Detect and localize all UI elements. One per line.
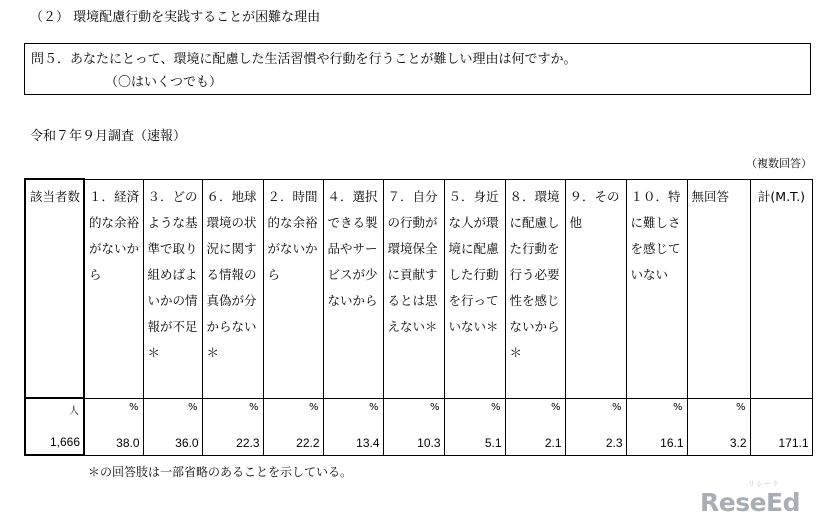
value-number: 171.1 bbox=[778, 435, 809, 450]
logo-text: ReseEd bbox=[700, 488, 801, 517]
section-title: （２） 環境配慮行動を実践することが困難な理由 bbox=[30, 10, 321, 25]
value-number: 22.3 bbox=[236, 435, 260, 450]
value-number: 38.0 bbox=[116, 435, 140, 450]
unit-label: % bbox=[248, 401, 259, 413]
header-cell bbox=[143, 179, 202, 398]
value-cell bbox=[202, 398, 263, 455]
header-cell bbox=[626, 179, 687, 398]
header-label: 計(M.T.) bbox=[757, 188, 806, 204]
header-label: ５．身近な人が環境に配慮した行動を行っていない＊ bbox=[448, 188, 499, 334]
value-cell bbox=[505, 398, 565, 455]
header-cell bbox=[202, 179, 263, 398]
value-cell bbox=[263, 398, 323, 455]
question-text: 問５．あなたにとって、環境に配慮した生活習慣や行動を行うことが難しい理由は何ですか。 bbox=[31, 52, 577, 67]
value-number: 1,666 bbox=[49, 435, 80, 449]
header-label: ４．選択できる製品やサービスが少ないから bbox=[327, 188, 378, 308]
unit-label: % bbox=[611, 401, 622, 413]
value-number: 13.4 bbox=[356, 435, 380, 450]
reseed-logo bbox=[700, 480, 801, 517]
header-label: 無回答 bbox=[691, 188, 730, 204]
value-number: 2.1 bbox=[544, 435, 562, 450]
header-label: １０．特に難しさを感じていない bbox=[630, 188, 681, 282]
value-cell bbox=[383, 398, 444, 455]
value-cell bbox=[143, 398, 202, 455]
header-cell bbox=[383, 179, 444, 398]
header-label: 該当者数 bbox=[30, 189, 81, 204]
header-label: ７．自分の行動が環境保全に貢献するとは思えない＊ bbox=[387, 188, 438, 334]
unit-label: % bbox=[128, 401, 139, 413]
header-label: １．経済的な余裕がないから bbox=[89, 188, 140, 282]
header-cell bbox=[25, 179, 84, 398]
logo-subtext: リシード bbox=[748, 480, 780, 488]
value-cell bbox=[687, 398, 750, 455]
header-label: ６．地球環境の状況に関する情報の真偽が分からない＊ bbox=[206, 188, 257, 360]
header-label: ９．その他 bbox=[569, 188, 620, 230]
value-number: 10.3 bbox=[417, 435, 441, 450]
results-table bbox=[24, 178, 813, 456]
unit-label: % bbox=[308, 401, 319, 413]
footnote: ＊の回答肢は一部省略のあることを示している。 bbox=[88, 465, 353, 479]
table-value-row bbox=[25, 398, 812, 455]
value-number: 36.0 bbox=[175, 435, 199, 450]
value-cell bbox=[25, 398, 84, 455]
unit-label: % bbox=[187, 401, 198, 413]
value-number: 3.2 bbox=[729, 435, 747, 450]
value-cell bbox=[444, 398, 505, 455]
header-label: ３．どのような基準で取り組めばよいかの情報が不足＊ bbox=[147, 188, 198, 360]
value-number: 16.1 bbox=[660, 435, 684, 450]
unit-label: % bbox=[672, 401, 683, 413]
header-cell bbox=[505, 179, 565, 398]
header-cell bbox=[750, 179, 812, 398]
header-label: ２．時間的な余裕がないから bbox=[267, 188, 318, 282]
unit-label: % bbox=[368, 401, 379, 413]
unit-label: % bbox=[429, 401, 440, 413]
header-label: ８．環境に配慮した行動を行う必要性を感じないから＊ bbox=[509, 188, 560, 360]
unit-label: 人 bbox=[69, 406, 79, 417]
header-cell bbox=[687, 179, 750, 398]
header-cell bbox=[565, 179, 626, 398]
question-note: （〇はいくつでも） bbox=[105, 75, 223, 90]
survey-date: 令和７年９月調査（速報） bbox=[30, 129, 187, 144]
header-cell bbox=[263, 179, 323, 398]
value-number: 22.2 bbox=[296, 435, 320, 450]
value-cell bbox=[84, 398, 143, 455]
unit-label: % bbox=[490, 401, 501, 413]
value-cell bbox=[565, 398, 626, 455]
value-cell bbox=[626, 398, 687, 455]
header-cell bbox=[84, 179, 143, 398]
value-number: 2.3 bbox=[605, 435, 623, 450]
value-number: 5.1 bbox=[484, 435, 502, 450]
header-cell bbox=[444, 179, 505, 398]
unit-label: % bbox=[735, 401, 746, 413]
value-cell bbox=[750, 398, 812, 455]
header-cell bbox=[323, 179, 383, 398]
value-cell bbox=[323, 398, 383, 455]
table-header-row bbox=[25, 179, 812, 398]
unit-label: % bbox=[550, 401, 561, 413]
question-box bbox=[24, 43, 811, 95]
multiple-answer-note: （複数回答） bbox=[746, 157, 812, 170]
